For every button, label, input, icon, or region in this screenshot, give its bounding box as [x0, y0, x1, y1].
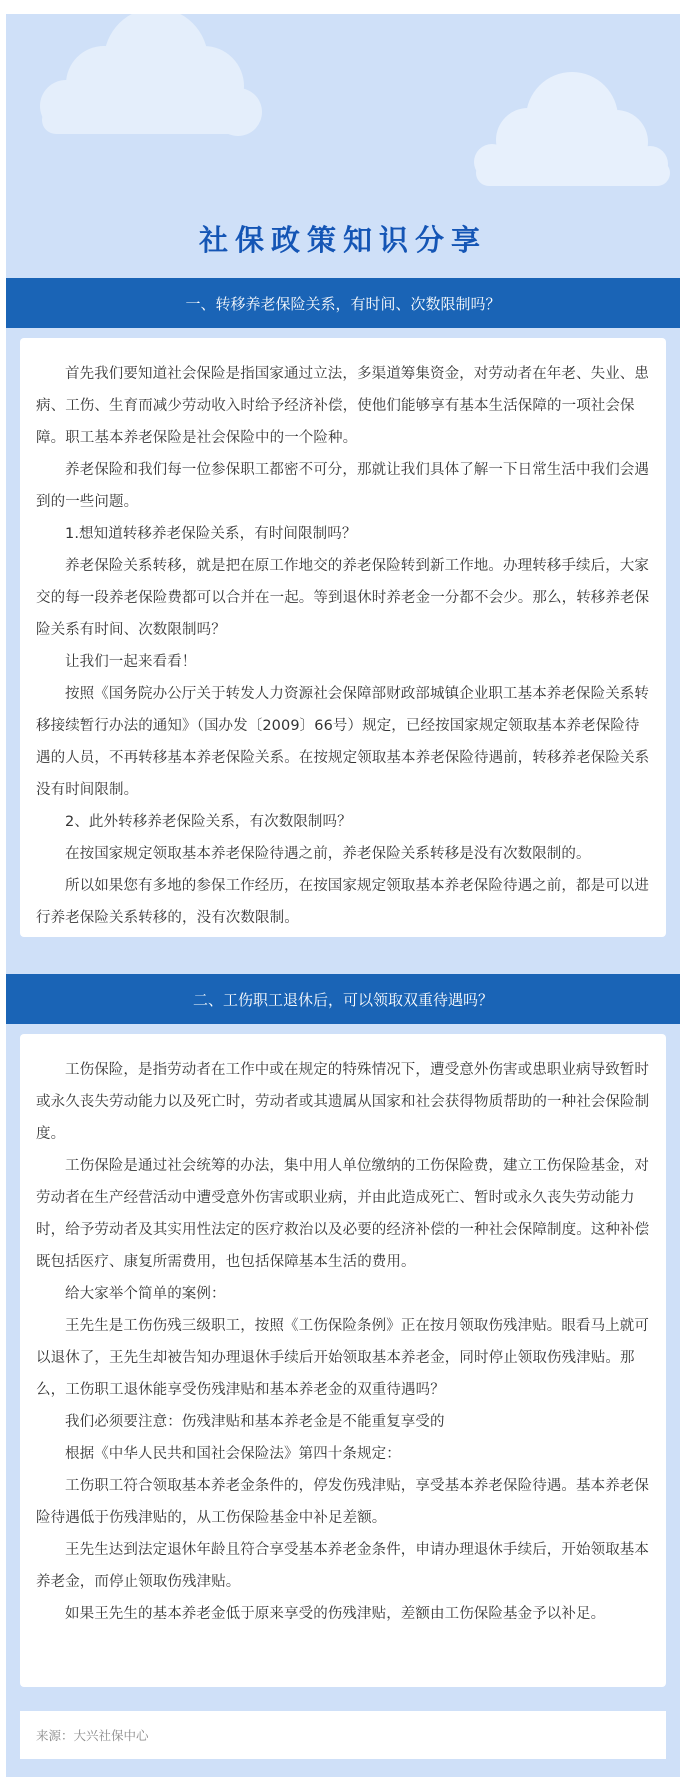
paragraph: 给大家举个简单的案例： [65, 1286, 226, 1302]
paragraph: 我们必须要注意：伤残津贴和基本养老金是不能重复享受的 [65, 1414, 445, 1430]
paragraph: 按照《国务院办公厅关于转发人力资源社会保障部财政部城镇企业职工基本养老保险关系转移接续暂行办法的通知》（国办发〔2009〕66号）规定，已经按国家规定领取基本养老保险待遇的人员，不再转移基本养老保险关系。在按规定领取基本养老保险待遇前，转移养老保险关系没有时间限制。 [36, 686, 650, 798]
paragraph: 所以如果您有多地的参保工作经历，在按国家规定领取基本养老保险待遇之前，都是可以进行养老保险关系转移的，没有次数限制。 [36, 878, 649, 926]
paragraph: 王先生达到法定退休年龄且符合享受基本养老金条件，申请办理退休手续后，开始领取基本养老金，而停止领取伤残津贴。 [36, 1542, 649, 1590]
paragraph: 工伤保险，是指劳动者在工作中或在规定的特殊情况下，遭受意外伤害或患职业病导致暂时或永久丧失劳动能力以及死亡时，劳动者或其遗属从国家和社会获得物质帮助的一种社会保险制度。 [36, 1062, 650, 1142]
paragraph: 首先我们要知道社会保险是指国家通过立法，多渠道筹集资金，对劳动者在年老、失业、患病、工伤、生育而减少劳动收入时给予经济补偿，使他们能够享有基本生活保障的一项社会保障。职工基本养老保险是社会保险中的一个险种。 [36, 366, 649, 446]
paragraph: 根据《中华人民共和国社会保险法》第四十条规定： [65, 1446, 401, 1462]
section-2-heading: 二、工伤职工退休后，可以领取双重待遇吗？ [192, 990, 493, 1009]
paragraph: 王先生是工伤伤残三级职工，按照《工伤保险条例》正在按月领取伤残津贴。眼看马上就可以退休了，王先生却被告知办理退休手续后开始领取基本养老金，同时停止领取伤残津贴。那么，工伤职工退休能享受伤残津贴和基本养老金的双重待遇吗？ [36, 1318, 649, 1398]
paragraph: 让我们一起来看看！ [65, 654, 197, 670]
section-1-heading: 一、转移养老保险关系，有时间、次数限制吗？ [185, 294, 501, 313]
paragraph: 如果王先生的基本养老金低于原来享受的伤残津贴，差额由工伤保险基金予以补足。 [65, 1606, 606, 1622]
section-1-banner [6, 278, 680, 328]
paragraph: 工伤保险是通过社会统筹的办法，集中用人单位缴纳的工伤保险费，建立工伤保险基金，对劳动者在生产经营活动中遭受意外伤害或职业病，并由此造成死亡、暂时或永久丧失劳动能力时，给予劳动者及其实用性法定的医疗救治以及必要的经济补偿的一种社会保障制度。这种补偿既包括医疗、康复所需费用，也包括保障基本生活的费用。 [36, 1158, 650, 1270]
cloud-decoration [6, 14, 680, 214]
article-page [6, 14, 680, 1777]
source-label: 来源：大兴社保中心 [20, 1711, 666, 1759]
paragraph: 2、此外转移养老保险关系，有次数限制吗？ [65, 814, 352, 830]
paragraph: 养老保险关系转移，就是把在原工作地交的养老保险转到新工作地。办理转移手续后，大家交的每一段养老保险费都可以合并在一起。等到退休时养老金一分都不会少。那么，转移养老保险关系有时间、次数限制吗？ [36, 558, 650, 638]
section-2-card [20, 1034, 666, 1687]
section-2-banner [6, 974, 680, 1024]
paragraph: 养老保险和我们每一位参保职工都密不可分，那就让我们具体了解一下日常生活中我们会遇到的一些问题。 [36, 462, 649, 510]
section-1-card [20, 338, 666, 937]
paragraph: 工伤职工符合领取基本养老金条件的，停发伤残津贴，享受基本养老保险待遇。基本养老保险待遇低于伤残津贴的，从工伤保险基金中补足差额。 [36, 1478, 649, 1526]
paragraph: 1.想知道转移养老保险关系，有时间限制吗？ [65, 526, 357, 542]
paragraph: 在按国家规定领取基本养老保险待遇之前，养老保险关系转移是没有次数限制的。 [65, 846, 591, 862]
page-title: 社保政策知识分享 [198, 223, 487, 257]
